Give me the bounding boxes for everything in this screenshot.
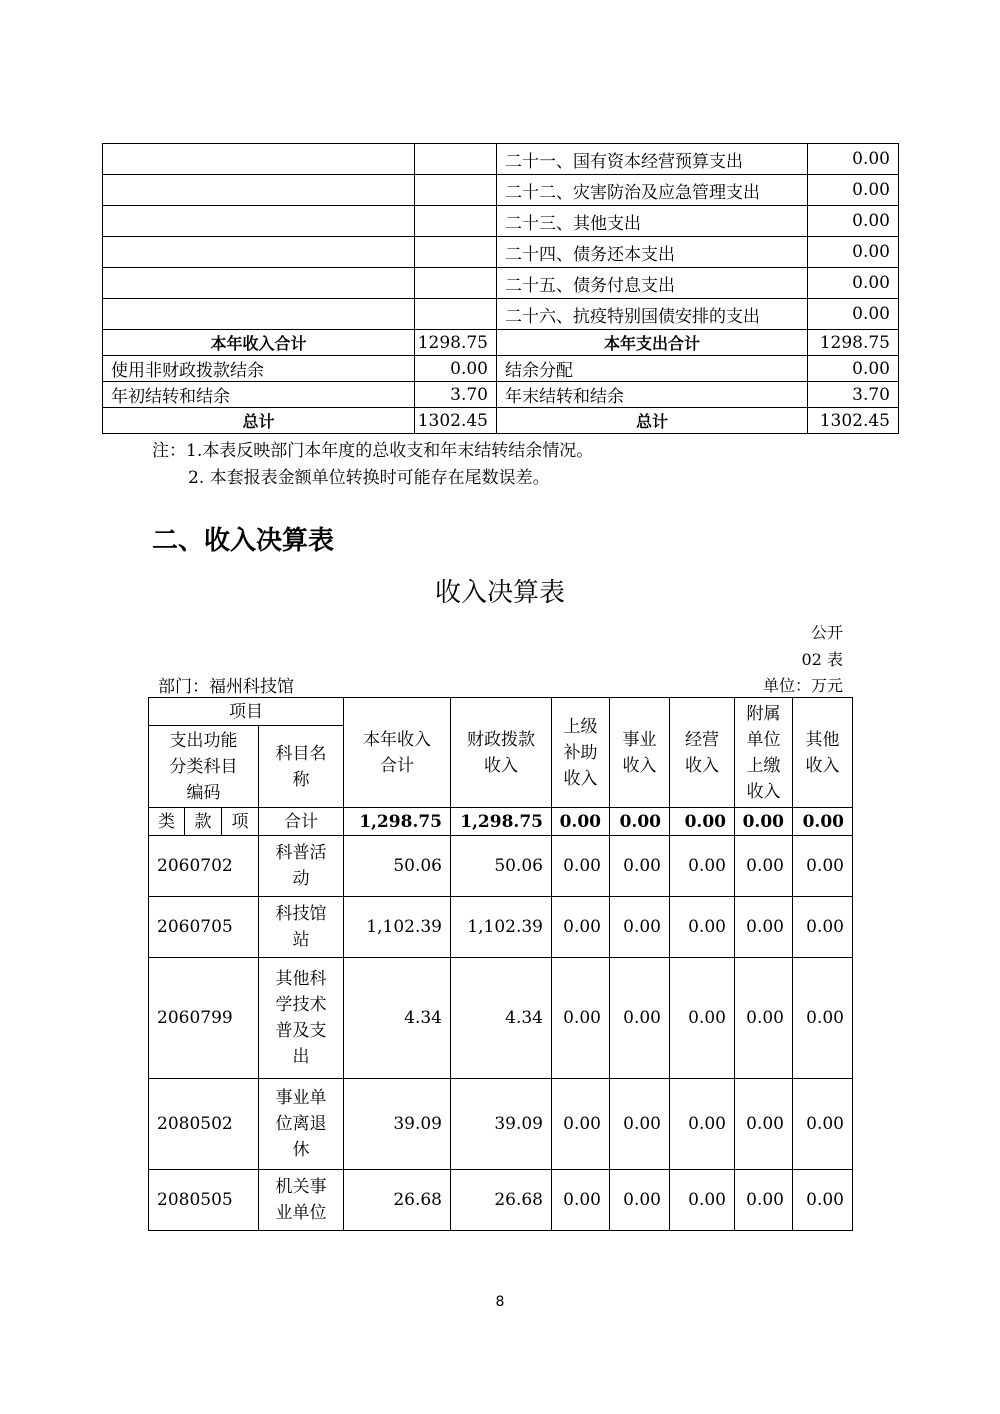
cell-value: 0.00 — [670, 958, 735, 1079]
table-title: 收入决算表 — [434, 578, 565, 608]
expense-value: 0.00 — [808, 268, 899, 299]
cell-value: 0.00 — [735, 836, 793, 897]
expense-label: 二十一、国有资本经营预算支出 — [497, 144, 808, 175]
grand-total-row — [103, 408, 899, 434]
subject-code: 2080505 — [149, 1170, 259, 1231]
header-superior-subsidy: 上级 补助 收入 — [552, 698, 610, 808]
note-1: 注：1.本表反映部门本年度的总收支和年末结转结余情况。 — [152, 441, 594, 461]
cell-value: 0.00 — [610, 897, 670, 958]
cell-value: 0.00 — [552, 958, 610, 1079]
income-expense-summary-table — [102, 143, 899, 434]
section-title: 二、收入决算表 — [152, 526, 335, 556]
cell-value: 0.00 — [552, 897, 610, 958]
end-carry-value: 3.70 — [808, 382, 899, 408]
total-value: 1,298.75 — [344, 808, 451, 836]
total-value: 0.00 — [610, 808, 670, 836]
expense-label: 二十六、抗疫特别国债安排的支出 — [497, 299, 808, 330]
cell-value: 1,102.39 — [344, 897, 451, 958]
total-label: 合计 — [259, 808, 344, 836]
begin-carry-label: 年初结转和结余 — [103, 382, 415, 408]
expense-label: 二十三、其他支出 — [497, 206, 808, 237]
total-row — [149, 808, 853, 836]
subject-name: 机关事 业单位 — [259, 1170, 344, 1231]
department-label: 部门：福州科技馆 — [158, 677, 294, 697]
grand-total-left: 1302.45 — [415, 408, 497, 434]
grand-total-label-left: 总计 — [103, 408, 415, 434]
expense-label: 二十二、灾害防治及应急管理支出 — [497, 175, 808, 206]
header-xiang: 项 — [222, 808, 259, 836]
expense-value: 0.00 — [808, 299, 899, 330]
grand-total-right: 1302.45 — [808, 408, 899, 434]
cell-value: 4.34 — [344, 958, 451, 1079]
subject-code: 2080502 — [149, 1079, 259, 1170]
surplus-dist-value: 0.00 — [808, 356, 899, 382]
header-affiliated: 附属 单位 上缴 收入 — [735, 698, 793, 808]
expense-label: 二十五、债务付息支出 — [497, 268, 808, 299]
cell-value: 0.00 — [610, 1170, 670, 1231]
grand-total-label-right: 总计 — [497, 408, 808, 434]
cell-value: 39.09 — [451, 1079, 552, 1170]
cell-value: 0.00 — [793, 1170, 853, 1231]
header-fiscal: 财政拨款 收入 — [451, 698, 552, 808]
page-number: 8 — [495, 1294, 505, 1310]
cell-value: 26.68 — [344, 1170, 451, 1231]
header-operating: 经营 收入 — [670, 698, 735, 808]
table-number: 02 表 — [801, 650, 843, 669]
expense-total-label: 本年支出合计 — [497, 330, 808, 356]
note-2: 2. 本套报表金额单位转换时可能存在尾数误差。 — [188, 468, 550, 488]
cell-value: 0.00 — [610, 958, 670, 1079]
public-label: 公开 — [810, 623, 843, 642]
nonfiscal-value: 0.00 — [415, 356, 497, 382]
expense-value: 0.00 — [808, 237, 899, 268]
table-row — [103, 237, 899, 268]
header-row — [149, 698, 853, 726]
cell-value: 0.00 — [793, 1079, 853, 1170]
subject-code: 2060799 — [149, 958, 259, 1079]
income-statement-table — [148, 697, 853, 1231]
cell-value: 0.00 — [670, 1170, 735, 1231]
cell-value: 0.00 — [552, 836, 610, 897]
header-project: 项目 — [149, 698, 344, 726]
cell-value: 39.09 — [344, 1079, 451, 1170]
nonfiscal-label: 使用非财政拨款结余 — [103, 356, 415, 382]
table-row — [149, 1079, 853, 1170]
expense-value: 0.00 — [808, 175, 899, 206]
cell-value: 1,102.39 — [451, 897, 552, 958]
cell-value: 4.34 — [451, 958, 552, 1079]
subject-code: 2060702 — [149, 836, 259, 897]
table-row — [103, 356, 899, 382]
cell-value: 0.00 — [670, 1079, 735, 1170]
table-row — [103, 206, 899, 237]
table-row — [103, 268, 899, 299]
begin-carry-value: 3.70 — [415, 382, 497, 408]
income-total-row — [103, 330, 899, 356]
expense-label: 二十四、债务还本支出 — [497, 237, 808, 268]
total-value: 0.00 — [552, 808, 610, 836]
end-carry-label: 年末结转和结余 — [497, 382, 808, 408]
cell-value: 0.00 — [793, 897, 853, 958]
expense-value: 0.00 — [808, 206, 899, 237]
cell-value: 0.00 — [670, 836, 735, 897]
surplus-dist-label: 结余分配 — [497, 356, 808, 382]
cell-value: 0.00 — [610, 836, 670, 897]
subject-name: 事业单 位离退 休 — [259, 1079, 344, 1170]
table-row — [103, 175, 899, 206]
cell-value: 0.00 — [793, 958, 853, 1079]
header-business: 事业 收入 — [610, 698, 670, 808]
header-lei: 类 — [149, 808, 185, 836]
total-value: 0.00 — [735, 808, 793, 836]
subject-name: 其他科 学技术 普及支 出 — [259, 958, 344, 1079]
subject-code: 2060705 — [149, 897, 259, 958]
cell-value: 0.00 — [735, 897, 793, 958]
cell-value: 0.00 — [610, 1079, 670, 1170]
cell-value: 26.68 — [451, 1170, 552, 1231]
cell-value: 0.00 — [552, 1079, 610, 1170]
subject-name: 科普活 动 — [259, 836, 344, 897]
expense-value: 0.00 — [808, 144, 899, 175]
cell-value: 0.00 — [670, 897, 735, 958]
total-value: 1,298.75 — [451, 808, 552, 836]
cell-value: 0.00 — [735, 1079, 793, 1170]
total-value: 0.00 — [670, 808, 735, 836]
income-total-label: 本年收入合计 — [103, 330, 415, 356]
cell-value: 50.06 — [451, 836, 552, 897]
header-kuan: 款 — [185, 808, 222, 836]
table-row — [103, 299, 899, 330]
cell-value: 50.06 — [344, 836, 451, 897]
cell-value: 0.00 — [735, 1170, 793, 1231]
table-row — [103, 144, 899, 175]
table-row — [103, 382, 899, 408]
table-row — [149, 958, 853, 1079]
header-code: 支出功能 分类科目 编码 — [149, 726, 259, 808]
table-row — [149, 1170, 853, 1231]
income-total-value: 1298.75 — [415, 330, 497, 356]
cell-value: 0.00 — [552, 1170, 610, 1231]
table-row — [149, 897, 853, 958]
header-subject-name: 科目名 称 — [259, 726, 344, 808]
header-total: 本年收入 合计 — [344, 698, 451, 808]
total-value: 0.00 — [793, 808, 853, 836]
cell-value: 0.00 — [735, 958, 793, 1079]
expense-total-value: 1298.75 — [808, 330, 899, 356]
cell-value: 0.00 — [793, 836, 853, 897]
header-other: 其他 收入 — [793, 698, 853, 808]
table-row — [149, 836, 853, 897]
subject-name: 科技馆 站 — [259, 897, 344, 958]
unit-label: 单位：万元 — [762, 676, 843, 695]
